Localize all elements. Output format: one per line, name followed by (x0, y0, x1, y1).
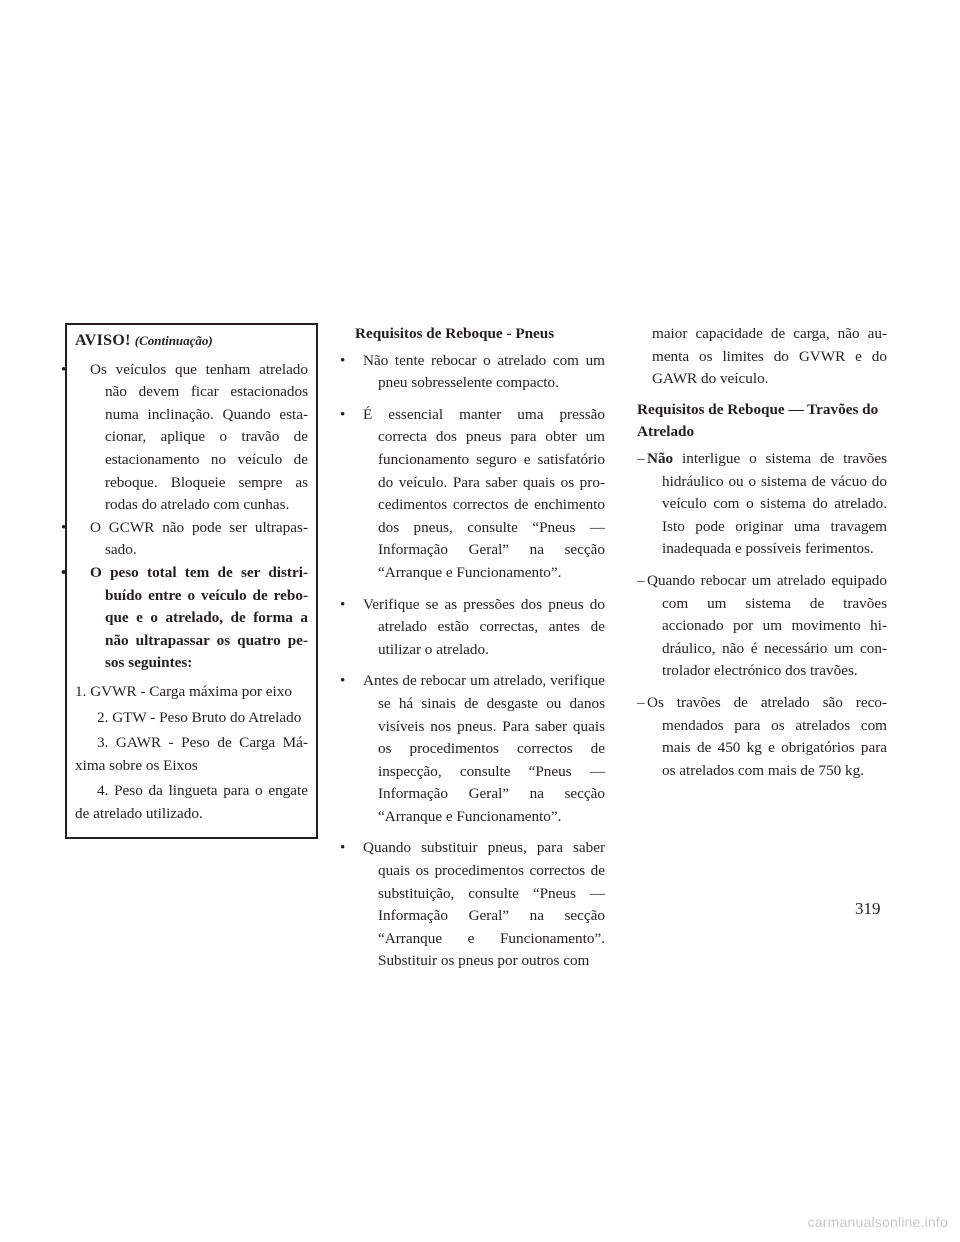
warning-bullet-list (75, 359, 308, 675)
brakes-dash-list (637, 448, 887, 782)
tires-continuation: maior capacidade de carga, não aumenta os limites do GVWR e do GAWR do veículo. (652, 325, 887, 388)
tires-bullet: • Quando substituir pneus, para saber quais os procedimentos correctos de substituição, consulte “Pneus — Informação Geral” na secção “Arranque e Funcionamento”. Substituir os pneus por outros com (355, 837, 605, 973)
warning-continued-label: (Continuação) (134, 333, 213, 348)
brakes-heading: Requisitos de Reboque — Travões do Atrelado (637, 400, 879, 441)
warning-bullet: • O GCWR não pode ser ultrapassado. (75, 517, 308, 562)
warning-numbered-item: 4. Peso da lingueta para o engate de atrelado utilizado. (75, 782, 308, 822)
warning-header (75, 330, 308, 353)
brakes-item-text: Quando rebocar um atrelado equipado com um sistema de travões accionado por um movimento hidráulico, não é necessário um controlador electrónico dos travões. (647, 571, 887, 680)
brakes-item-text: Os travões de atrelado são recomendados para os atrelados com mais de 450 kg e obrigatórios para os atrelados com mais de 750 kg. (647, 693, 887, 779)
left-column (65, 323, 318, 839)
watermark: carmanualsonline.info (807, 1214, 948, 1231)
warning-box (65, 323, 318, 839)
warning-numbered-item: 2. GTW - Peso Bruto do Atrelado (97, 708, 302, 726)
tires-heading: Requisitos de Reboque - Pneus (355, 325, 555, 342)
warning-numbered-item: 1. GVWR - Carga máxima por eixo (75, 682, 292, 700)
tires-bullet: • Antes de rebocar um atrelado, verifique se há sinais de desgaste ou danos visíveis nos pneus. Para saber quais os procedimentos correctos de inspecção, consulte “Pneus — Informação Geral” na secção “Arranque e Funcionamento”. (355, 670, 605, 828)
brakes-item (637, 570, 887, 683)
brakes-item (637, 692, 887, 782)
tires-bullet: • Não tente rebocar o atrelado com um pneu sobresselente compacto. (355, 350, 605, 395)
brakes-item-lead: Não (647, 449, 674, 467)
brakes-item-text: interligue o sistema de travões hidráulico ou o sistema de vácuo do veículo com o sistema do atrelado. Isto pode originar uma travagem inadequada e possíveis ferimentos. (662, 449, 887, 558)
right-column (637, 323, 887, 791)
brakes-item (637, 448, 887, 561)
warning-bullet: • Os veículos que tenham atrelado não devem ficar estacionados numa inclinação. Quando estacionar, aplique o travão de estacionamento no veículo de reboque. Bloqueie sempre as rodas do atrelado com cunhas. (75, 359, 308, 517)
tires-bullet: • Verifique se as pressões dos pneus do atrelado estão correctas, antes de utilizar o atrelado. (355, 594, 605, 662)
page-number: 319 (855, 899, 881, 918)
warning-numbered-item: 3. GAWR - Peso de Carga Máxima sobre os Eixos (75, 734, 308, 774)
middle-column (355, 323, 605, 982)
warning-title: AVISO! (75, 332, 131, 349)
tires-bullet-list (355, 350, 605, 973)
warning-bullet: • O peso total tem de ser distribuído entre o veículo de reboque e o atrelado, de forma a não ultrapassar os quatro pesos seguintes: (75, 562, 308, 675)
tires-bullet: • É essencial manter uma pressão correcta dos pneus para obter um funcionamento seguro e satisfatório do veículo. Para saber quais os procedimentos correctos de enchimento dos pneus, consulte “Pneus — Informação Geral” na secção “Arranque e Funcionamento”. (355, 404, 605, 585)
